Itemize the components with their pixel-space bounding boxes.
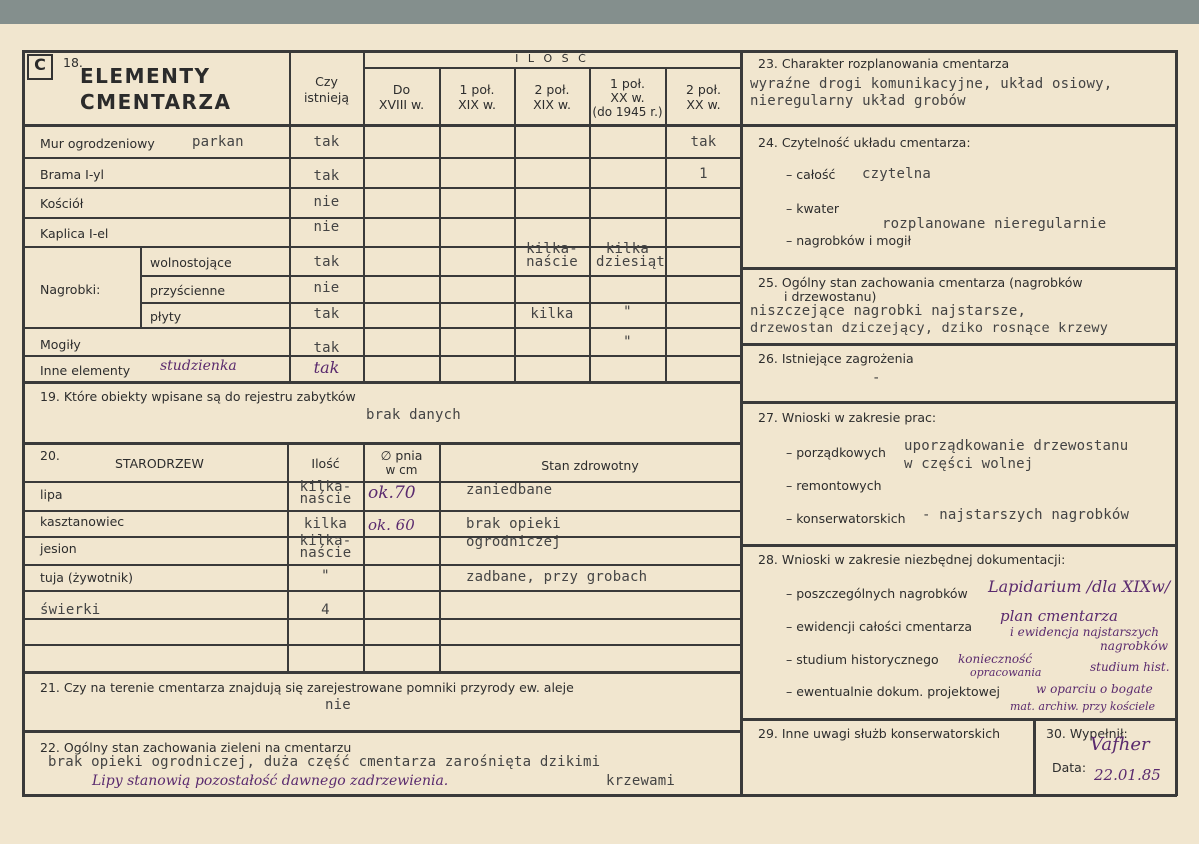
row-label-kosciol: Kościół <box>40 196 84 211</box>
wolno-xx1-l1: kilka <box>605 241 650 257</box>
col-line-xx2 <box>665 68 667 382</box>
brama-exists: tak <box>313 168 340 184</box>
tree-count-l1: 4 <box>321 602 330 618</box>
col-tree-diam-l2: w cm <box>385 463 418 477</box>
row-label-mogily: Mogiły <box>40 337 81 352</box>
tree-row-line <box>22 618 742 620</box>
tree-health: brak opieki <box>466 516 561 532</box>
section-19-value: brak danych <box>366 407 461 423</box>
section-27-remont-label: – remontowych <box>786 478 882 493</box>
col-tree-health: Stan zdrowotny <box>541 458 639 473</box>
period-5-l2: XX w. <box>686 97 721 112</box>
period-2-l1: 1 poł. <box>459 82 495 97</box>
kosciol-exists: nie <box>313 194 340 210</box>
section-28-ewent-label: – ewentualnie dokum. projektowej <box>786 684 1001 699</box>
section-22-label: 22. Ogólny stan zachowania zieleni na cmentarzu <box>40 740 352 755</box>
tree-name: kasztanowiec <box>40 514 125 529</box>
section-27-label: 27. Wnioski w zakresie prac: <box>758 410 937 425</box>
section-28-ewid-label: – ewidencji całości cmentarza <box>786 619 973 634</box>
col-tree-diam-l1: ∅ pnia <box>380 448 423 463</box>
section-28-ewid-hand-l1: plan cmentarza <box>1000 607 1118 625</box>
period-2-l2: XIX w. <box>458 97 496 112</box>
section-18-title-line1: ELEMENTY <box>80 64 211 88</box>
section-24-label: 24. Czytelność układu cmentarza: <box>758 135 971 150</box>
section-27-bottom <box>740 544 1177 547</box>
frame-right <box>1175 50 1178 796</box>
row-label-kaplica: Kaplica I-el <box>40 226 109 241</box>
mur-xx2: tak <box>690 134 717 150</box>
tree-name: tuja (żywotnik) <box>40 570 134 585</box>
row-line <box>22 327 742 329</box>
section-23-value-l1: wyraźne drogi komunikacyjne, układ osiowy, <box>750 76 1113 92</box>
wolno-xix2-l1: kilka- <box>526 241 578 257</box>
section-18-bottom <box>22 381 742 384</box>
tree-name: lipa <box>40 487 63 502</box>
section-28-bottom <box>740 718 1177 721</box>
col-tree-count: Ilość <box>311 456 340 471</box>
section-27-porz-value-l2: w części wolnej <box>904 456 1034 472</box>
section-25-label-l1: 25. Ogólny stan zachowania cmentarza (nagrobków <box>758 275 1083 290</box>
section-22-hand-note: Lipy stanowią pozostałość dawnego zadrzewienia. <box>92 773 449 789</box>
section-18-title-line2: CMENTARZA <box>80 90 232 114</box>
mur-exists: tak <box>313 134 340 150</box>
section-28-stud-hand-l2: opracowania <box>970 666 1042 679</box>
tree-health: ogrodniczej <box>466 534 561 550</box>
section-19-bottom <box>22 442 742 445</box>
section-28-stud-hand-l3: studium hist. <box>1090 660 1170 674</box>
tree-count-l2: naście <box>299 545 352 561</box>
section-27-konserw-label: – konserwatorskich <box>786 511 906 526</box>
row-line <box>22 187 742 189</box>
tree-diam: ok. 60 <box>368 516 415 534</box>
period-5-l1: 2 poł. <box>685 82 722 97</box>
tree-name: świerki <box>40 602 101 618</box>
row-line <box>22 355 742 357</box>
row-line <box>22 217 742 219</box>
period-4-l1: 1 poł. <box>609 76 646 91</box>
section-22-value-l1: brak opieki ogrodniczej, duża część cmentarza zarośnięta dzikimi <box>48 754 601 770</box>
row-label-nagrobki: Nagrobki: <box>40 282 101 297</box>
mogily-exists: tak <box>313 340 340 356</box>
period-1-l2: XVIII w. <box>378 97 425 112</box>
wolno-exists: tak <box>313 254 340 270</box>
section-25-label-l2: i drzewostanu) <box>784 289 877 304</box>
section-28-nagr-label: – poszczególnych nagrobków <box>786 586 968 601</box>
period-4-l3: (do 1945 r.) <box>592 105 663 119</box>
przysc-exists: nie <box>313 280 340 296</box>
section-26-value: - <box>872 370 881 386</box>
ilosc-underline <box>363 67 741 69</box>
section-23-value-l2: nieregularny układ grobów <box>750 93 966 109</box>
row-line <box>22 246 140 248</box>
mur-note: parkan <box>192 134 244 150</box>
col-line-xix2 <box>514 68 516 382</box>
section-25-value-l1: niszczejące nagrobki najstarsze, <box>750 303 1027 319</box>
section-20-title: STARODRZEW <box>115 456 204 471</box>
period-4-l2: XX w. <box>610 90 645 105</box>
section-20-number: 20. <box>40 448 60 463</box>
section-24-bottom <box>740 267 1177 270</box>
inne-exists: tak <box>313 358 340 377</box>
section-28-stud-label: – studium historycznego <box>786 652 939 667</box>
tree-name: jesion <box>40 541 77 556</box>
section-21-value: nie <box>325 697 351 713</box>
tree-diam: ok.70 <box>368 483 416 503</box>
tree-row-line <box>22 644 742 646</box>
row-line <box>140 275 742 277</box>
col-exists-line1: Czy <box>315 74 338 89</box>
section-24-kwater-label: – kwater <box>786 201 840 216</box>
mogily-xx1: " <box>623 334 632 350</box>
period-3-l1: 2 poł. <box>534 82 570 97</box>
section-21-bottom <box>22 730 742 733</box>
wolno-xx1-l2: dziesiąt <box>596 254 666 270</box>
background-strip <box>0 0 1199 24</box>
tree-count-l1: kilka <box>303 516 348 532</box>
tree-count-l1: kilka- <box>299 533 352 549</box>
signature: Vafher <box>1090 734 1150 755</box>
ilosc-header: I L O Ś Ć <box>515 52 589 65</box>
inne-note: studzienka <box>160 358 237 374</box>
tree-health: zaniedbane <box>466 482 553 498</box>
section-c-letter: C <box>34 55 46 74</box>
tree-row-line <box>22 536 742 538</box>
frame-bottom <box>22 794 1177 797</box>
tree-row-line <box>22 590 742 592</box>
period-3-l2: XIX w. <box>533 97 571 112</box>
section-29-label: 29. Inne uwagi służb konserwatorskich <box>758 726 1000 741</box>
col-line-xix1 <box>439 68 441 382</box>
section-30-date-value: 22.01.85 <box>1094 766 1161 784</box>
section-28-ewent-hand-l2: mat. archiw. przy kościele <box>1010 700 1156 713</box>
brama-xx2: 1 <box>699 166 708 182</box>
section-18-number: 18. <box>63 55 83 70</box>
section-23-bottom <box>740 124 1177 127</box>
tree-row-line <box>22 564 742 566</box>
section-28-stud-hand-l1: konieczność <box>958 652 1033 666</box>
trees-col-health <box>439 442 441 672</box>
section-28-nagr-hand: Lapidarium /dla XIXw/ <box>988 577 1171 596</box>
row-label-plyty: płyty <box>150 309 182 324</box>
section-24-calosc-value: czytelna <box>862 166 932 182</box>
period-1-l1: Do <box>392 82 411 97</box>
section-26-bottom <box>740 401 1177 404</box>
plyty-xix2: kilka <box>530 306 574 322</box>
section-29-30-divider <box>1033 718 1036 796</box>
header-bottom-line <box>22 124 742 127</box>
section-27-konserw-value: - najstarszych nagrobków <box>922 507 1130 523</box>
tree-count-l2: naście <box>299 491 352 507</box>
section-28-ewent-hand-l1: w oparciu o bogate <box>1036 682 1153 696</box>
section-28-ewid-hand-l3: nagrobków <box>1100 639 1168 653</box>
section-30-date-label: Data: <box>1052 760 1087 775</box>
form-card <box>0 24 1199 844</box>
section-26-label: 26. Istniejące zagrożenia <box>758 351 914 366</box>
section-22-value-l2: krzewami <box>606 773 676 789</box>
kaplica-exists: nie <box>313 219 340 235</box>
tree-count-l1: " <box>321 568 330 584</box>
wolno-xix2-l2: naście <box>526 254 578 270</box>
col-exists-line2: istnieją <box>303 90 350 105</box>
section-23-label: 23. Charakter rozplanowania cmentarza <box>758 56 1010 71</box>
section-20-bottom <box>22 671 742 674</box>
section-19-label: 19. Które obiekty wpisane są do rejestru zabytków <box>40 389 356 404</box>
section-30-label: 30. Wypełnił: <box>1046 726 1128 741</box>
section-24-nagrobkow-label: – nagrobków i mogił <box>786 233 912 248</box>
row-label-wolnostojace: wolnostojące <box>150 255 232 270</box>
row-label-mur: Mur ogrodzeniowy <box>40 136 155 151</box>
section-21-label: 21. Czy na terenie cmentarza znajdują się zarejestrowane pomniki przyrody ew. aleje <box>40 680 574 695</box>
row-label-inne: Inne elementy <box>40 363 131 378</box>
tree-health: zadbane, przy grobach <box>466 569 648 585</box>
tree-count-l1: kilka- <box>299 479 352 495</box>
frame-middle <box>740 50 743 796</box>
section-28-ewid-hand-l2: i ewidencja najstarszych <box>1010 625 1159 639</box>
row-label-przyscienne: przyścienne <box>150 283 226 298</box>
section-25-value-l2: drzewostan dziczejący, dziko rosnące krzewy <box>750 320 1109 336</box>
plyty-exists: tak <box>313 306 340 322</box>
row-line <box>22 157 742 159</box>
plyty-xx1: " <box>623 304 632 320</box>
frame-left <box>22 50 25 796</box>
section-24-nagrobkow-value: rozplanowane nieregularnie <box>882 216 1107 232</box>
section-25-bottom <box>740 343 1177 346</box>
nagrobki-divider <box>140 246 142 328</box>
section-27-porz-label: – porządkowych <box>786 445 886 460</box>
tree-row-line <box>22 510 742 512</box>
section-27-porz-value-l1: uporządkowanie drzewostanu <box>904 438 1129 454</box>
section-24-calosc-label: – całość <box>786 167 836 182</box>
section-28-label: 28. Wnioski w zakresie niezbędnej dokumentacji: <box>758 552 1066 567</box>
row-label-brama: Brama I-yl <box>40 167 105 182</box>
